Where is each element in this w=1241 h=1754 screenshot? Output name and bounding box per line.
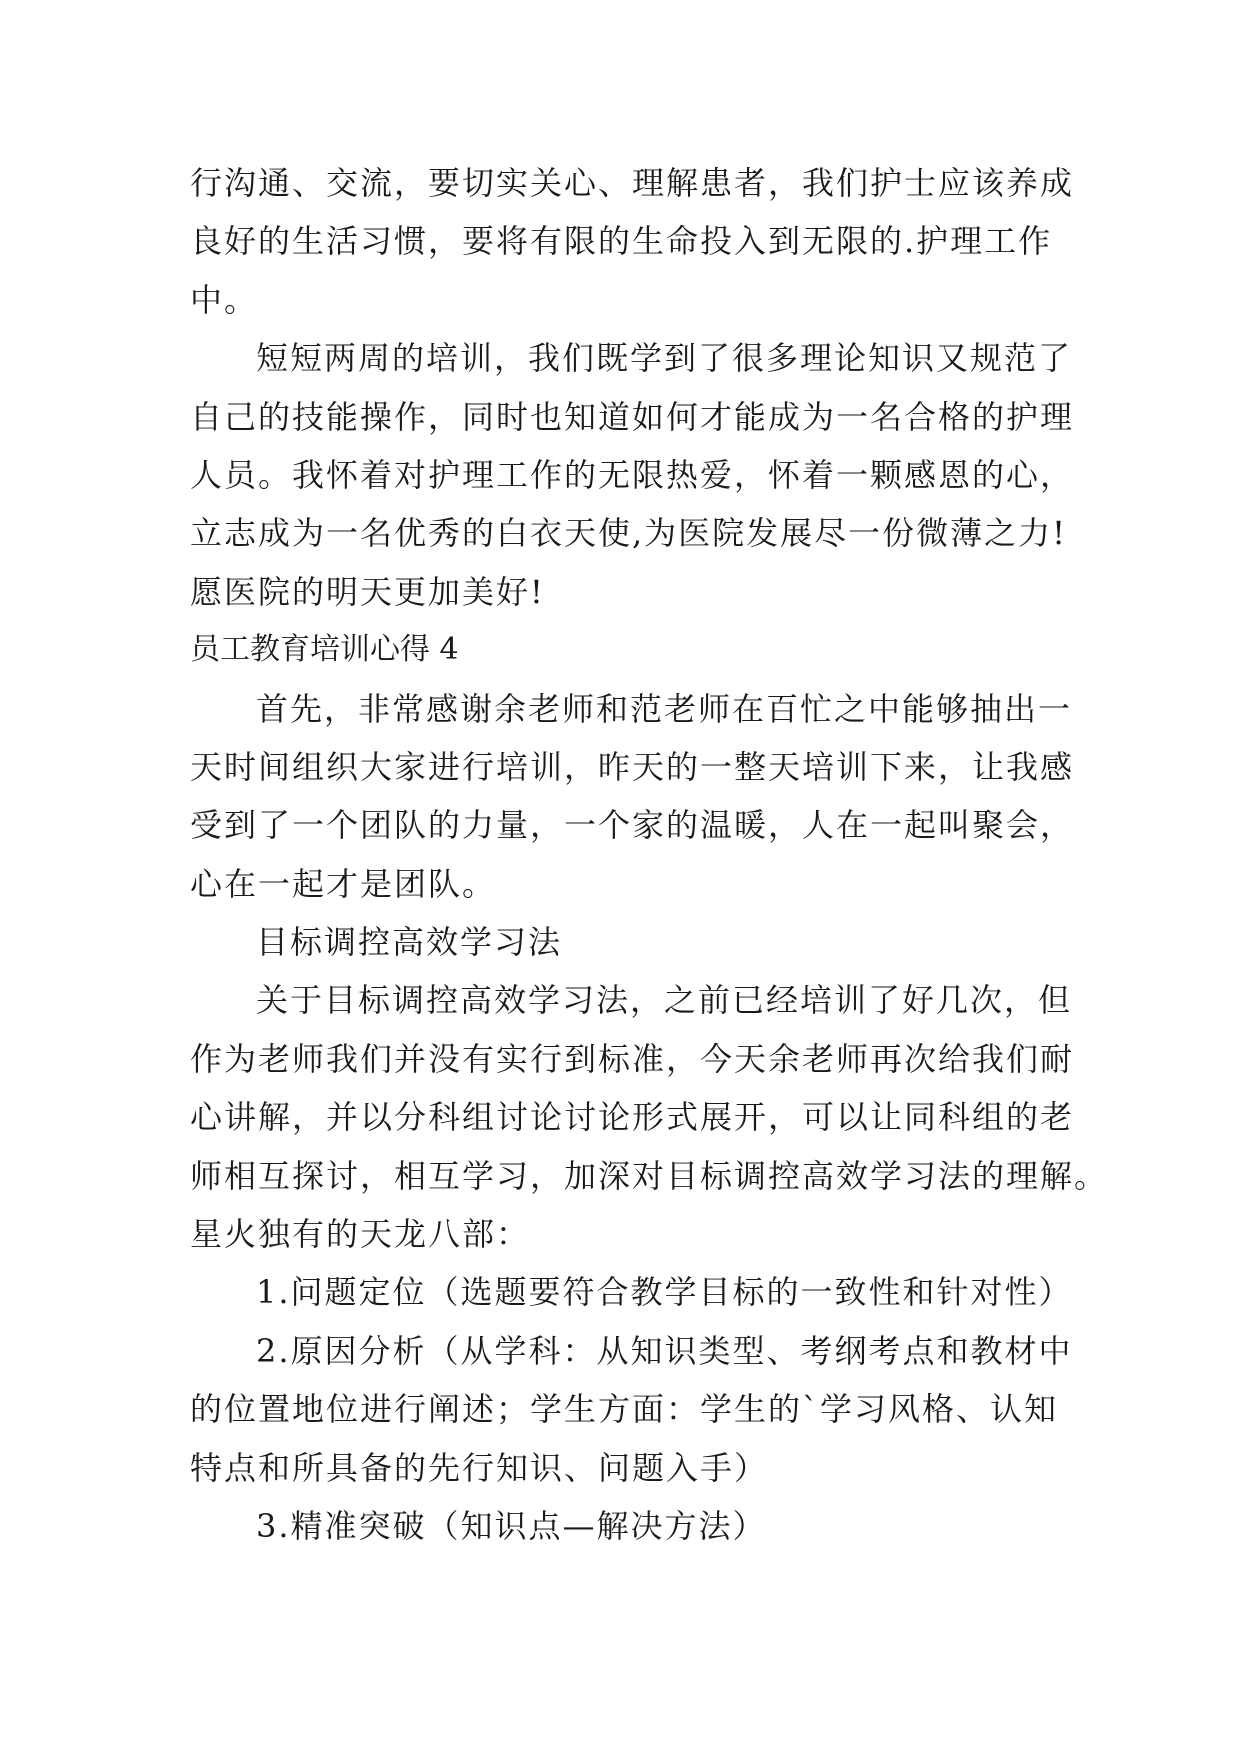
text-line: 关于目标调控高效学习法，之前已经培训了好几次，但	[256, 981, 1073, 1020]
text-line: 星火独有的天龙八部：	[190, 1215, 531, 1254]
text-line: 首先，非常感谢余老师和范老师在百忙之中能够抽出一	[256, 689, 1073, 728]
list-item-line: 3.精准突破（知识点—解决方法）	[256, 1506, 767, 1545]
text-line: 作为老师我们并没有实行到标准，今天余老师再次给我们耐	[190, 1039, 1075, 1078]
text-line: 的位置地位进行阐述；学生方面：学生的`学习风格、认知	[190, 1390, 1059, 1429]
document-body	[190, 154, 1109, 1555]
text-line: 人员。我怀着对护理工作的无限热爱，怀着一颗感恩的心，	[190, 455, 1075, 494]
text-line: 受到了一个团队的力量，一个家的温暖，人在一起叫聚会，	[190, 806, 1075, 845]
list-item-line: 1.问题定位（选题要符合教学目标的一致性和针对性）	[256, 1273, 1073, 1312]
text-line: 心讲解，并以分科组讨论讨论形式展开，可以让同科组的老	[190, 1098, 1075, 1137]
text-line: 愿医院的明天更加美好!	[190, 572, 545, 611]
text-line: 心在一起才是团队。	[190, 864, 497, 903]
text-line: 自己的技能操作，同时也知道如何才能成为一名合格的护理	[190, 397, 1075, 436]
text-line: 短短两周的培训，我们既学到了很多理论知识又规范了	[256, 339, 1073, 378]
section-heading: 员工教育培训心得 4	[190, 632, 459, 668]
text-line: 良好的生活习惯，要将有限的生命投入到无限的.护理工作	[190, 222, 1053, 261]
subheading-line: 目标调控高效学习法	[256, 923, 563, 962]
text-line: 特点和所具备的先行知识、问题入手）	[190, 1448, 769, 1487]
text-line: 中。	[190, 280, 259, 319]
text-line: 天时间组织大家进行培训，昨天的一整天培训下来，让我感	[190, 747, 1075, 786]
text-line: 立志成为一名优秀的白衣天使,为医院发展尽一份微薄之力!	[190, 514, 1068, 553]
list-item-line: 2.原因分析（从学科：从知识类型、考纲考点和教材中	[256, 1331, 1073, 1370]
text-line: 师相互探讨，相互学习，加深对目标调控高效学习法的理解。	[190, 1156, 1109, 1195]
text-line: 行沟通、交流，要切实关心、理解患者，我们护士应该养成	[190, 164, 1075, 202]
